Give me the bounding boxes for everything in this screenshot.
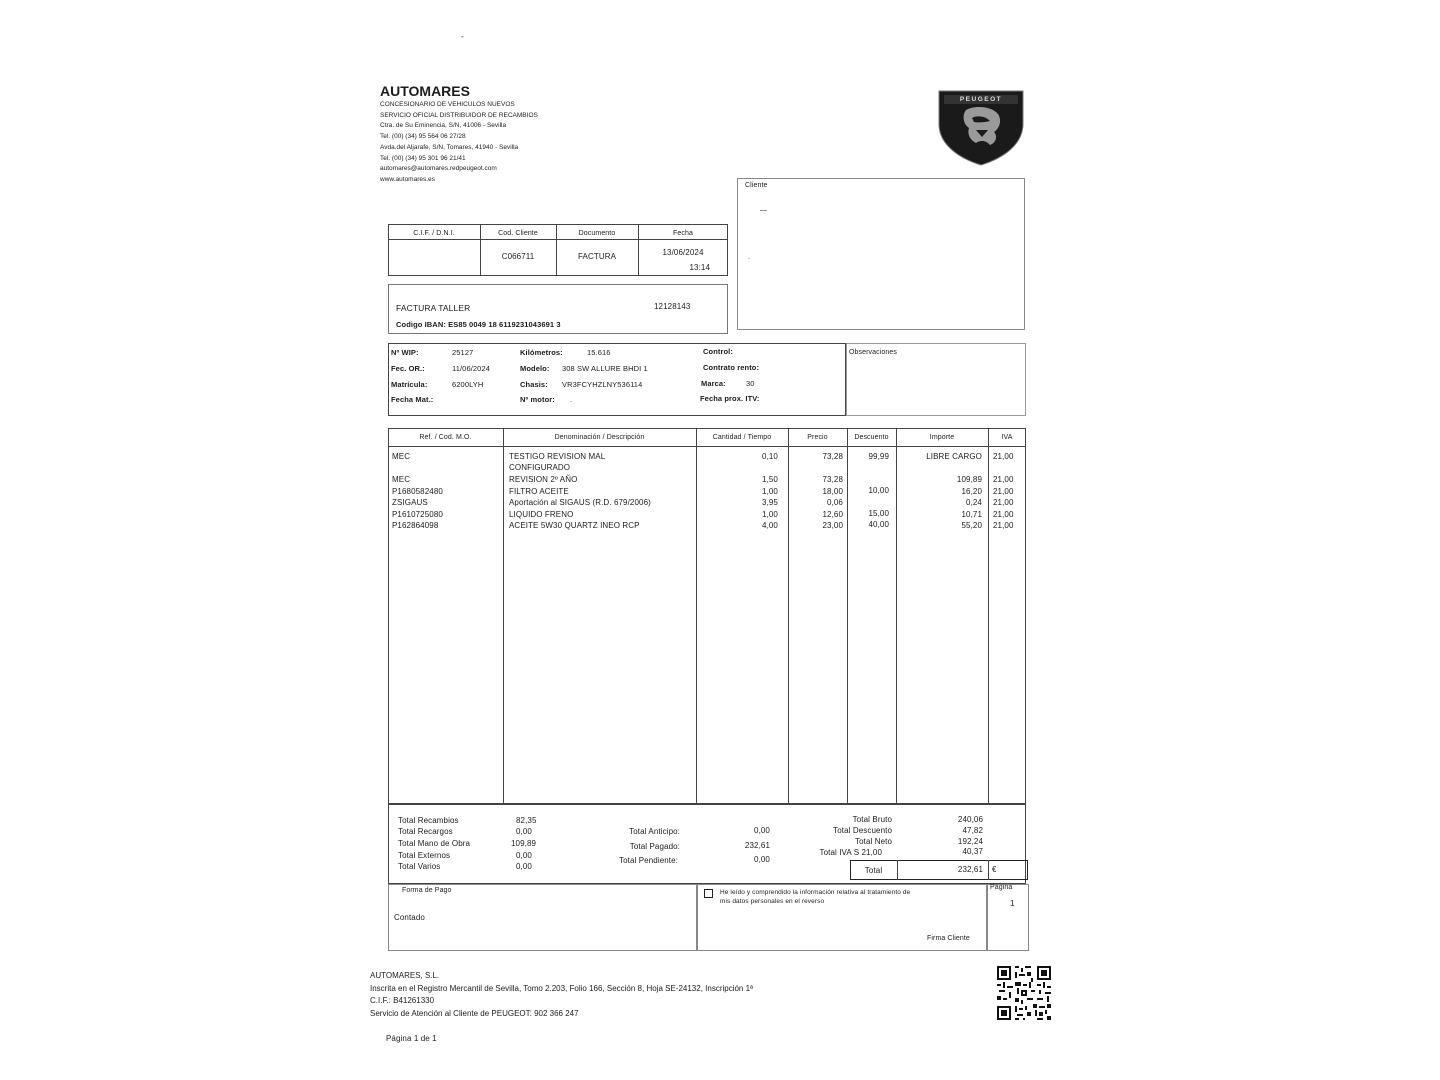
- motor-label: Nº motor:: [520, 395, 555, 404]
- fecha-mat-label: Fecha Mat.:: [391, 395, 434, 404]
- total-pagado-label: Total Pagado:: [629, 842, 680, 851]
- company-line: Avda.del Aljarafe, S/N, Tomares, 41940 - Sevilla: [380, 143, 519, 151]
- consent-text: [720, 888, 910, 906]
- total-varios-label: Total Varios: [398, 862, 441, 871]
- invoice-number: 12128143: [654, 302, 691, 311]
- doc-header-document: Documento: [578, 230, 616, 237]
- items-header-price: Precio: [807, 434, 828, 441]
- total-mano-obra-value: 109,89: [511, 839, 537, 848]
- item-price: 23,00: [822, 521, 843, 530]
- total-bruto-label: Total Bruto: [852, 815, 892, 824]
- total-iva-value: 40,37: [962, 847, 983, 856]
- total-descuento-label: Total Descuento: [833, 826, 892, 835]
- items-header-desc: Denominación / Descripción: [554, 434, 645, 441]
- qr-code-icon: [997, 966, 1051, 1020]
- currency-symbol: €: [992, 865, 997, 874]
- item-discount: 10,00: [868, 486, 889, 495]
- doc-time-value: 13:14: [689, 263, 710, 272]
- peugeot-logo: [936, 88, 1026, 166]
- total-externos-value: 0,00: [516, 851, 532, 860]
- doc-document-value: FACTURA: [577, 252, 617, 261]
- consent-text-line: He leído y comprendido la información relativa al tratamiento de: [720, 889, 911, 896]
- client-box: [737, 178, 1025, 330]
- total-pagado-value: 232,61: [744, 841, 770, 850]
- client-mark: —: [760, 207, 768, 214]
- item-price: 0,06: [827, 498, 843, 507]
- peugeot-logo-text: PEUGEOT: [959, 96, 1003, 103]
- item-iva: 21,00: [993, 487, 1014, 496]
- total-anticipo-label: Total Anticipo:: [629, 827, 680, 836]
- items-header-qty: Cantidad / Tiempo: [712, 434, 772, 441]
- item-amount: 10,71: [961, 510, 982, 519]
- item-discount: 40,00: [868, 520, 889, 529]
- item-discount: 99,99: [868, 452, 889, 461]
- company-line: Ctra. de Su Eminencia, S/N, 41006 - Sevilla: [380, 122, 507, 130]
- item-price: 73,28: [822, 475, 843, 484]
- modelo-label: Modelo:: [520, 364, 550, 373]
- total-iva-label: Total IVA S 21,00: [819, 848, 882, 857]
- item-ref: MEC: [392, 475, 411, 484]
- footer-line: Inscrita en el Registro Mercantil de Sevilla, Tomo 2.203, Folio 166, Sección 8, Hoja SE-24132, Inscripción 1ª: [370, 983, 754, 993]
- company-line: Tel. (00) (34) 95 301 96 21/41: [380, 154, 466, 162]
- item-iva: 21,00: [993, 452, 1014, 461]
- total-recambios-value: 82,35: [516, 816, 537, 825]
- marca-value: 30: [746, 379, 755, 388]
- company-details: [380, 100, 538, 186]
- modelo-value: 308 SW ALLURE BHDI 1: [562, 364, 648, 373]
- client-mark: .: [748, 254, 751, 261]
- total-pendiente-label: Total Pendiente:: [619, 856, 678, 865]
- item-qty: 1,00: [762, 487, 778, 496]
- item-desc: ACEITE 5W30 QUARTZ INEO RCP: [509, 521, 640, 530]
- total-recambios-label: Total Recambios: [398, 816, 459, 825]
- item-ref: MEC: [392, 452, 411, 461]
- wip-value: 25127: [452, 348, 474, 357]
- items-header-ref: Ref. / Cod. M.O.: [419, 434, 472, 441]
- item-desc: Aportación al SIGAUS (R.D. 679/2006): [509, 498, 651, 507]
- item-desc: FILTRO ACEITE: [509, 487, 569, 496]
- control-label: Control:: [703, 347, 733, 356]
- item-ref: ZSIGAUS: [392, 498, 428, 507]
- footer-line: AUTOMARES, S.L.: [370, 971, 440, 980]
- itv-label: Fecha prox. ITV:: [700, 394, 760, 403]
- item-discount: 15,00: [868, 509, 889, 518]
- item-ref: P1680582480: [392, 487, 443, 496]
- doc-header-client-code: Cod. Cliente: [498, 230, 538, 237]
- page-label: Página: [990, 884, 1013, 891]
- total-varios-value: 0,00: [516, 862, 532, 871]
- company-line: www.automares.es: [380, 175, 435, 183]
- items-header-iva: IVA: [1001, 434, 1013, 441]
- doc-date-value: 13/06/2024: [662, 248, 704, 257]
- item-qty: 1,00: [762, 510, 778, 519]
- matricula-label: Matrícula:: [391, 380, 428, 389]
- page-box: [987, 884, 1029, 951]
- footer-page: Página 1 de 1: [386, 1034, 437, 1043]
- fec-or-value: 11/06/2024: [452, 364, 490, 373]
- consent-checkbox[interactable]: [704, 889, 713, 898]
- matricula-value: 6200LYH: [452, 380, 484, 389]
- item-amount: 16,20: [961, 487, 982, 496]
- item-qty: 0,10: [762, 452, 778, 461]
- total-neto-label: Total Neto: [854, 837, 892, 846]
- item-desc: TESTIGO REVISION MAL: [509, 452, 606, 461]
- total-recargos-value: 0,00: [516, 827, 532, 836]
- item-amount: LIBRE CARGO: [926, 452, 982, 461]
- invoice-iban: Codigo IBAN: ES85 0049 18 6119231043691 3: [396, 320, 561, 329]
- doc-header-date: Fecha: [673, 230, 693, 237]
- item-amount: 55,20: [961, 521, 982, 530]
- total-anticipo-value: 0,00: [754, 826, 770, 835]
- company-line: automares@automares.redpeugeot.com: [380, 165, 497, 173]
- item-desc: CONFIGURADO: [509, 463, 571, 472]
- motor-value: .: [570, 395, 573, 404]
- chasis-label: Chasis:: [520, 380, 548, 389]
- company-name: AUTOMARES: [380, 83, 470, 99]
- item-amount: 0,24: [966, 498, 982, 507]
- total-descuento-value: 47,82: [962, 826, 983, 835]
- item-iva: 21,00: [993, 521, 1014, 530]
- company-line: CONCESIONARIO DE VEHICULOS NUEVOS: [380, 101, 515, 108]
- item-desc: REVISION 2º AÑO: [509, 475, 578, 484]
- item-qty: 3,95: [762, 498, 778, 507]
- wip-label: Nº WIP:: [391, 348, 419, 357]
- km-value: 15.616: [587, 348, 611, 357]
- doc-client-code-value: C066711: [501, 252, 535, 261]
- item-iva: 21,00: [993, 498, 1014, 507]
- invoice-type: FACTURA TALLER: [396, 303, 471, 313]
- company-line: Tel. (00) (34) 95 564 06 27/28: [380, 133, 466, 141]
- items-header-discount: Descuento: [854, 434, 889, 441]
- observations-label: Observaciones: [849, 349, 897, 356]
- item-amount: 109,89: [956, 475, 982, 484]
- signature-label: Firma Cliente: [927, 935, 970, 942]
- total-pendiente-value: 0,00: [754, 855, 770, 864]
- total-mano-obra-label: Total Mano de Obra: [398, 839, 471, 848]
- top-mark: -: [461, 32, 464, 41]
- marca-label: Marca:: [701, 379, 726, 388]
- grand-total-label: Total: [864, 866, 883, 875]
- item-price: 18,00: [822, 487, 843, 496]
- client-label: Cliente: [745, 182, 768, 189]
- item-iva: 21,00: [993, 510, 1014, 519]
- payment-method-value: Contado: [394, 913, 425, 922]
- footer-line: Servicio de Atención al Cliente de PEUGEOT: 902 366 247: [370, 1008, 579, 1018]
- item-ref: P162864098: [392, 521, 439, 530]
- company-line: SERVICIO OFICIAL DISTRIBUIDOR DE RECAMBIOS: [380, 111, 538, 119]
- item-price: 73,28: [822, 452, 843, 461]
- total-recargos-label: Total Recargos: [398, 827, 453, 836]
- item-desc: LIQUIDO FRENO: [509, 510, 574, 519]
- consent-text-line: mis datos personales en el reverso: [720, 898, 825, 905]
- fec-or-label: Fec. OR.:: [391, 364, 425, 373]
- contrato-label: Contrato rento:: [703, 363, 760, 372]
- grand-total-value: 232,61: [957, 865, 983, 874]
- item-qty: 1,50: [762, 475, 778, 484]
- footer-line: C.I.F.: B41261330: [370, 996, 435, 1005]
- page-value: 1: [1010, 899, 1015, 908]
- doc-header-cif: C.I.F. / D.N.I.: [413, 230, 455, 237]
- payment-method-label: Forma de Pago: [402, 887, 452, 894]
- item-price: 12,60: [822, 510, 843, 519]
- items-header-amount: Importe: [929, 434, 955, 441]
- total-bruto-value: 240,06: [957, 815, 983, 824]
- total-externos-label: Total Externos: [398, 851, 451, 860]
- item-qty: 4,00: [762, 521, 778, 530]
- footer-legal: [370, 970, 753, 1020]
- km-label: Kilómetros:: [520, 348, 563, 357]
- total-neto-value: 192,24: [957, 837, 983, 846]
- chasis-value: VR3FCYHZLNY536114: [562, 380, 643, 389]
- item-ref: P1610725080: [392, 510, 443, 519]
- item-iva: 21,00: [993, 475, 1014, 484]
